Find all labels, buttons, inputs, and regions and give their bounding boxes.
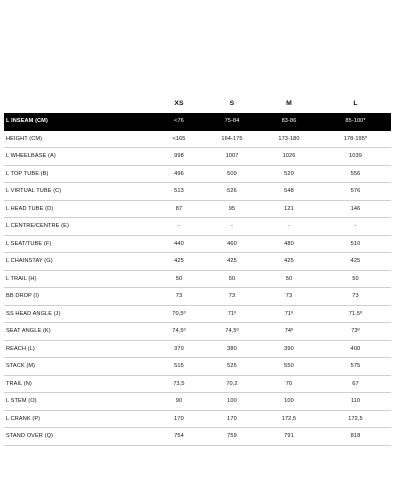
cell-value: 548 [284,188,294,194]
table-row [4,165,391,183]
cell-value: 791 [284,433,294,439]
cell-value: 510 [350,240,361,247]
row-label: STAND OVER (Q) [6,433,53,439]
table-row [4,375,391,393]
table-row [4,323,391,341]
cell-value: 71º [284,310,294,317]
header-size-l: L [353,100,358,107]
cell-value: 73 [228,293,236,299]
table-row [4,288,391,306]
cell-value: 100 [284,398,294,404]
cell-value: 73,5 [173,380,185,387]
row-label: L VIRTUAL TUBE (C) [6,188,62,194]
cell-value: 1039 [349,153,362,159]
cell-value: 759 [227,433,237,439]
table-row [4,183,391,201]
row-label: L INSEAM (CM) [6,118,48,124]
row-label: SS HEAD ANGLE (J) [6,310,61,317]
header-row [4,95,391,113]
cell-value: - [178,223,180,229]
table-row [4,340,391,358]
cell-value: 400 [350,345,361,352]
cell-value: 50 [228,275,236,282]
geometry-table-header [4,95,391,113]
row-label: BB DROP (I) [6,293,40,299]
cell-value: 370 [174,345,184,352]
cell-value: 480 [284,240,294,247]
cell-value: 496 [174,170,184,177]
cell-value: 575 [350,363,361,369]
cell-value: 70,5º [172,310,186,317]
cell-value: 513 [174,188,184,194]
cell-value: 525 [227,363,237,369]
row-label: L CHAINSTAY (G) [6,258,53,264]
row-label: SEAT ANGLE (K) [6,328,51,334]
geometry-table [4,95,391,446]
cell-value: 509 [227,170,237,177]
cell-value: 170 [227,415,237,422]
cell-value: 71,5º [348,310,363,317]
cell-value: 172,5 [348,415,363,422]
cell-value: 90 [175,398,183,404]
row-label: L SEAT/TUBE (F) [6,240,52,247]
cell-value: 425 [174,258,184,264]
cell-value: 390 [284,345,294,352]
row-label: L TRAIL (H) [6,275,37,282]
table-row [4,235,391,253]
cell-value: 520 [284,170,294,177]
row-label: TRAIL (N) [6,380,32,387]
cell-value: 110 [350,398,361,404]
row-label: L CRANK (P) [6,415,41,422]
cell-value: 754 [174,433,184,439]
cell-value: 73 [352,293,359,299]
cell-value: 173-180 [278,135,300,142]
cell-value: 425 [227,258,237,264]
header-size-m: M [286,100,292,107]
cell-value: 170 [174,415,184,422]
cell-value: 556 [350,170,361,177]
row-label: L CENTRE/CENTRE (E) [6,223,69,229]
row-label: L HEAD TUBE (D) [6,205,54,212]
cell-value: 74º [284,328,294,334]
cell-value: 576 [350,188,361,194]
cell-value: 74,5º [172,328,186,334]
cell-value: - [354,223,357,229]
cell-value: 460 [227,240,237,247]
table-row [4,428,391,446]
row-label: STACK (M) [6,363,36,369]
row-label: L WHEELBASE (A) [6,153,56,159]
cell-value: 50 [352,275,359,282]
cell-value: 70 [285,380,293,387]
table-row [4,148,391,166]
cell-value: 75-84 [224,118,240,124]
cell-value: 67 [352,380,359,387]
row-label: HEIGHT (CM) [6,135,43,142]
table-row [4,253,391,271]
cell-value: 440 [174,240,184,247]
cell-value: 73º [351,328,360,334]
table-row [4,410,391,428]
cell-value: 1026 [282,153,296,159]
cell-value: 100 [227,398,237,404]
geometry-table-body [4,113,391,445]
cell-value: 73 [175,293,183,299]
cell-value: 380 [227,345,237,352]
cell-value: 70,2 [226,380,238,387]
table-row [4,130,391,148]
cell-value: 998 [174,153,184,159]
cell-value: 1007 [225,153,239,159]
header-blank [4,95,152,113]
cell-value: 425 [284,258,294,264]
cell-value: 164-175 [221,135,243,142]
cell-value: 50 [285,275,293,282]
cell-value: 818 [350,433,361,439]
table-row [4,358,391,376]
cell-value: 178-195* [343,135,368,142]
cell-value: 87 [175,205,183,212]
row-label: L TOP TUBE (B) [6,170,49,177]
cell-value: 515 [174,363,184,369]
cell-value: 425 [350,258,361,264]
cell-value: - [288,223,290,229]
cell-value: <165 [172,135,186,142]
table-row [4,305,391,323]
row-label: REACH (L) [6,345,35,352]
header-size-xs: XS [174,100,184,107]
table-row [4,270,391,288]
cell-value: 526 [227,188,237,194]
cell-value: <76 [174,118,184,124]
table-row [4,200,391,218]
cell-value: 50 [175,275,183,282]
cell-value: 73 [285,293,293,299]
cell-value: 172,5 [281,415,297,422]
header-size-s: S [229,100,235,107]
cell-value: 71º [227,310,237,317]
cell-value: 121 [284,205,294,212]
table-row [4,393,391,411]
cell-value: 83-86 [281,118,297,124]
cell-value: 85-100* [345,118,366,124]
cell-value: - [231,223,233,229]
table-row [4,113,391,130]
cell-value: 95 [228,205,236,212]
cell-value: 146 [350,205,361,212]
row-label: L STEM (O) [6,398,37,404]
table-row [4,218,391,236]
cell-value: 74,5º [225,328,239,334]
cell-value: 550 [284,363,294,369]
